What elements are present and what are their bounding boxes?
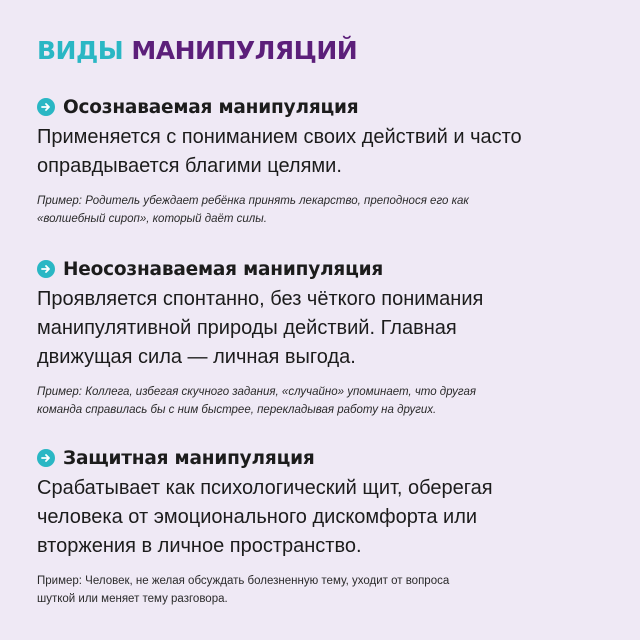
section-defensive-manipulation	[37, 446, 612, 608]
section-heading-row	[37, 95, 612, 119]
page	[37, 34, 612, 605]
section-description: Срабатывает как психологический щит, оберегая человека от эмоционального дискомфорта или вторжения в личное пространство.	[37, 477, 493, 557]
section-unconscious-manipulation	[37, 257, 612, 419]
arrow-right-icon	[37, 260, 55, 278]
arrow-right-icon	[37, 98, 55, 116]
section-description: Применяется с пониманием своих действий и часто оправдывается благими целями.	[37, 126, 522, 177]
title-part-2: МАНИПУЛЯЦИЙ	[131, 36, 358, 65]
section-conscious-manipulation	[37, 95, 612, 228]
section-heading: Защитная манипуляция	[63, 447, 315, 469]
arrow-right-icon	[37, 449, 55, 467]
section-heading-row	[37, 257, 612, 281]
section-heading: Осознаваемая манипуляция	[63, 96, 359, 118]
page-title	[37, 34, 612, 68]
section-heading-row	[37, 446, 612, 470]
title-part-1: ВИДЫ	[37, 36, 124, 65]
section-heading: Неосознаваемая манипуляция	[63, 258, 384, 280]
section-example: Пример: Родитель убеждает ребёнка принять лекарство, преподнося его как «волшебный сироп», который даёт силы.	[37, 195, 469, 225]
section-example: Пример: Коллега, избегая скучного задания, «случайно» упоминает, что другая команда справилась бы с ним быстрее, перекладывая работу на других.	[37, 386, 477, 416]
section-description: Проявляется спонтанно, без чёткого понимания манипулятивной природы действий. Главная движущая сила — личная выгода.	[37, 288, 484, 368]
section-example: Пример: Человек, не желая обсуждать болезненную тему, уходит от вопроса шуткой или меняет тему разговора.	[37, 575, 450, 605]
